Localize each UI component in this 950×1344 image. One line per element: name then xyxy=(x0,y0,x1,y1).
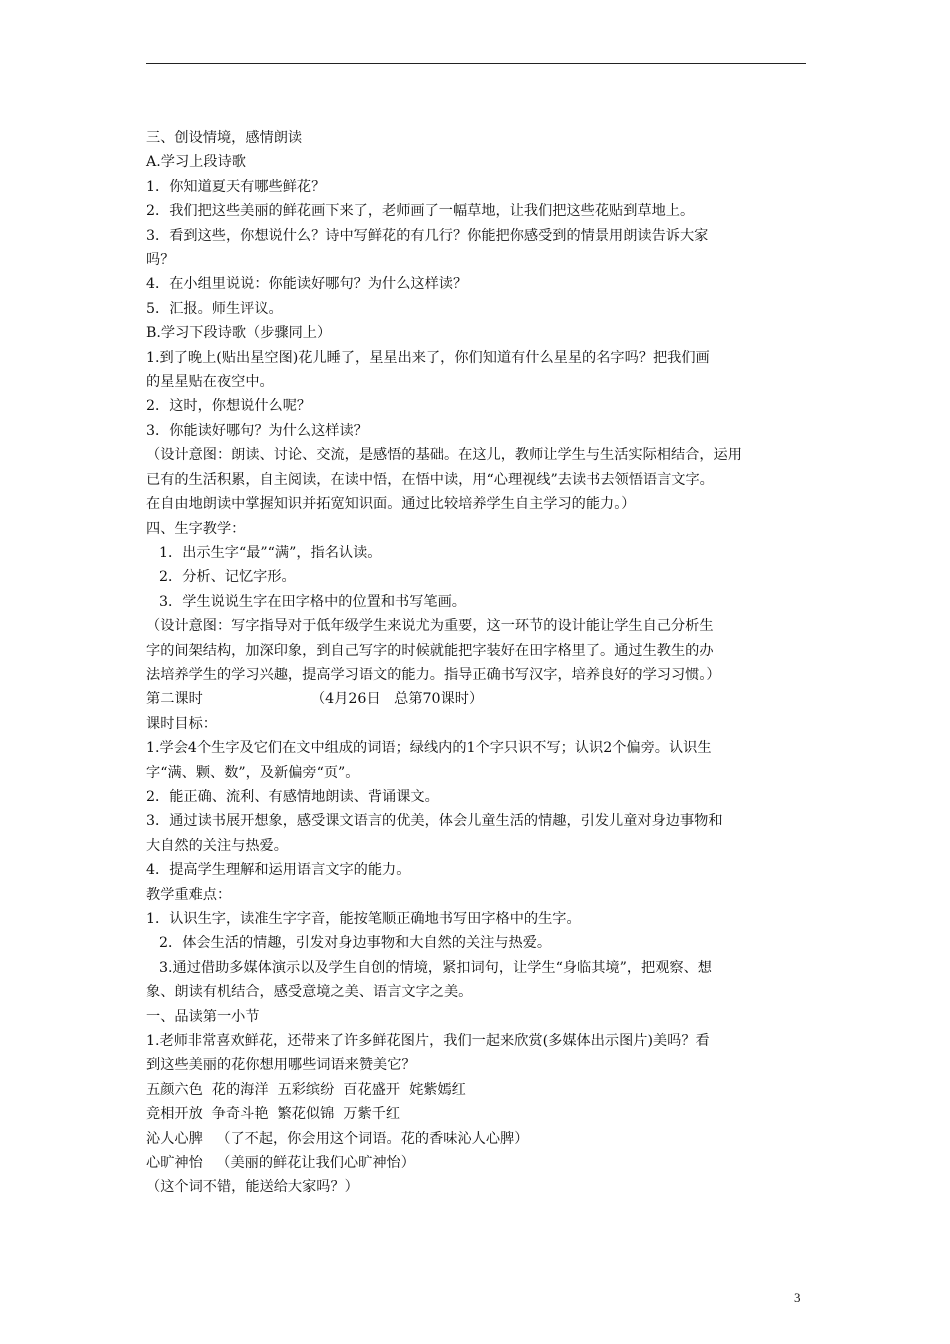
section-heading: 课时目标： xyxy=(146,715,217,732)
text-line: 5．汇报。师生评议。 xyxy=(146,300,283,317)
word-list: 五颜六色 花的海洋 五彩缤纷 百花盛开 姹紫嫣红 xyxy=(146,1081,466,1098)
text-line: 3．你能读好哪句？为什么这样读？ xyxy=(146,422,368,439)
text-line: 1．你知道夏天有哪些鲜花？ xyxy=(146,178,326,195)
word-example: 心旷神怡 （美丽的鲜花让我们心旷神怡） xyxy=(146,1155,415,1172)
word-list: 竞相开放 争奇斗艳 繁花似锦 万紫千红 xyxy=(146,1106,401,1123)
text-line: 字“满、颗、数”，及新偏旁“页”。 xyxy=(146,764,360,781)
section-heading: 教学重难点： xyxy=(146,886,232,903)
design-note: （设计意图：朗读、讨论、交流，是感悟的基础。在这儿，教师让学生与生活实际相结合，运用 xyxy=(146,447,742,464)
text-line: 2．我们把这些美丽的鲜花画下来了，老师画了一幅草地，让我们把这些花贴到草地上。 xyxy=(146,203,695,220)
design-note: （设计意图：写字指导对于低年级学生来说尤为重要，这一环节的设计能让学生自己分析生 xyxy=(146,618,714,635)
document-body xyxy=(146,126,810,1200)
text-line: 2．分析、记忆字形。 xyxy=(159,569,296,586)
design-note: 已有的生活积累，自主阅读，在读中悟，在悟中读，用“心理视线”去读书去领悟语言文字。 xyxy=(146,471,714,488)
text-line: （这个词不错，能送给大家吗？） xyxy=(146,1179,359,1196)
text-line: 2．这时，你想说什么呢？ xyxy=(146,398,312,415)
section-heading: 四、生字教学： xyxy=(146,520,246,537)
design-note: 法培养学生的学习兴趣，提高学习语文的能力。指导正确书写汉字，培养良好的学习习惯。） xyxy=(146,666,721,683)
header-rule xyxy=(146,63,806,64)
section-heading: 一、品读第一小节 xyxy=(146,1008,260,1025)
text-line: 3．通过读书展开想象，感受课文语言的优美，体会儿童生活的情趣，引发儿童对身边事物和 xyxy=(146,813,723,830)
text-line: 的星星贴在夜空中。 xyxy=(146,374,274,391)
text-line: 4．在小组里说说：你能读好哪句？为什么这样读？ xyxy=(146,276,468,293)
section-heading: 三、创设情境，感情朗读 xyxy=(146,130,303,146)
text-line: 1.老师非常喜欢鲜花，还带来了许多鲜花图片，我们一起来欣赏(多媒体出示图片)美吗？看 xyxy=(146,1033,710,1050)
text-line: 1．认识生字，读准生字字音，能按笔顺正确地书写田字格中的生字。 xyxy=(146,911,581,927)
text-line: 4．提高学生理解和运用语言文字的能力。 xyxy=(146,862,411,879)
text-line: 2．体会生活的情趣，引发对身边事物和大自然的关注与热爱。 xyxy=(159,935,552,952)
lesson-header: 第二课时 （4月26日 总第70课时） xyxy=(146,691,484,708)
text-line: 3．学生说说生字在田字格中的位置和书写笔画。 xyxy=(159,593,466,610)
design-note: 在自由地朗读中掌握知识并拓宽知识面。通过比较培养学生自主学习的能力。） xyxy=(146,496,636,513)
text-line: 1.到了晚上(贴出星空图)花儿睡了，星星出来了，你们知道有什么星星的名字吗？把我们画 xyxy=(146,349,710,366)
text-line: 3．看到这些，你想说什么？诗中写鲜花的有几行？你能把你感受到的情景用朗读告诉大家 xyxy=(146,227,709,244)
subsection-heading: A.学习上段诗歌 xyxy=(146,154,246,171)
text-line: 3.通过借助多媒体演示以及学生自创的情境，紧扣词句，让学生“身临其境”，把观察、想 xyxy=(159,959,712,976)
design-note: 字的间架结构，加深印象，到自己写字的时候就能把字装好在田字格里了。通过生教生的办 xyxy=(146,642,714,659)
text-line: 吗？ xyxy=(146,252,175,269)
text-line: 象、朗读有机结合，感受意境之美、语言文字之美。 xyxy=(146,984,473,1001)
text-line: 到这些美丽的花你想用哪些词语来赞美它？ xyxy=(146,1057,416,1074)
text-line: 大自然的关注与热爱。 xyxy=(146,837,288,854)
subsection-heading: B.学习下段诗歌（步骤同上） xyxy=(146,325,332,342)
text-line: 2．能正确、流利、有感情地朗读、背诵课文。 xyxy=(146,788,439,805)
text-line: 1．出示生字“最”“满”，指名认读。 xyxy=(159,544,382,561)
page-number: 3 xyxy=(794,1290,801,1305)
word-example: 沁人心脾 （了不起，你会用这个词语。花的香味沁人心脾） xyxy=(146,1130,529,1147)
text-line: 1.学会4个生字及它们在文中组成的词语；绿线内的1个字只识不写；认识2个偏旁。认识生 xyxy=(146,740,712,757)
